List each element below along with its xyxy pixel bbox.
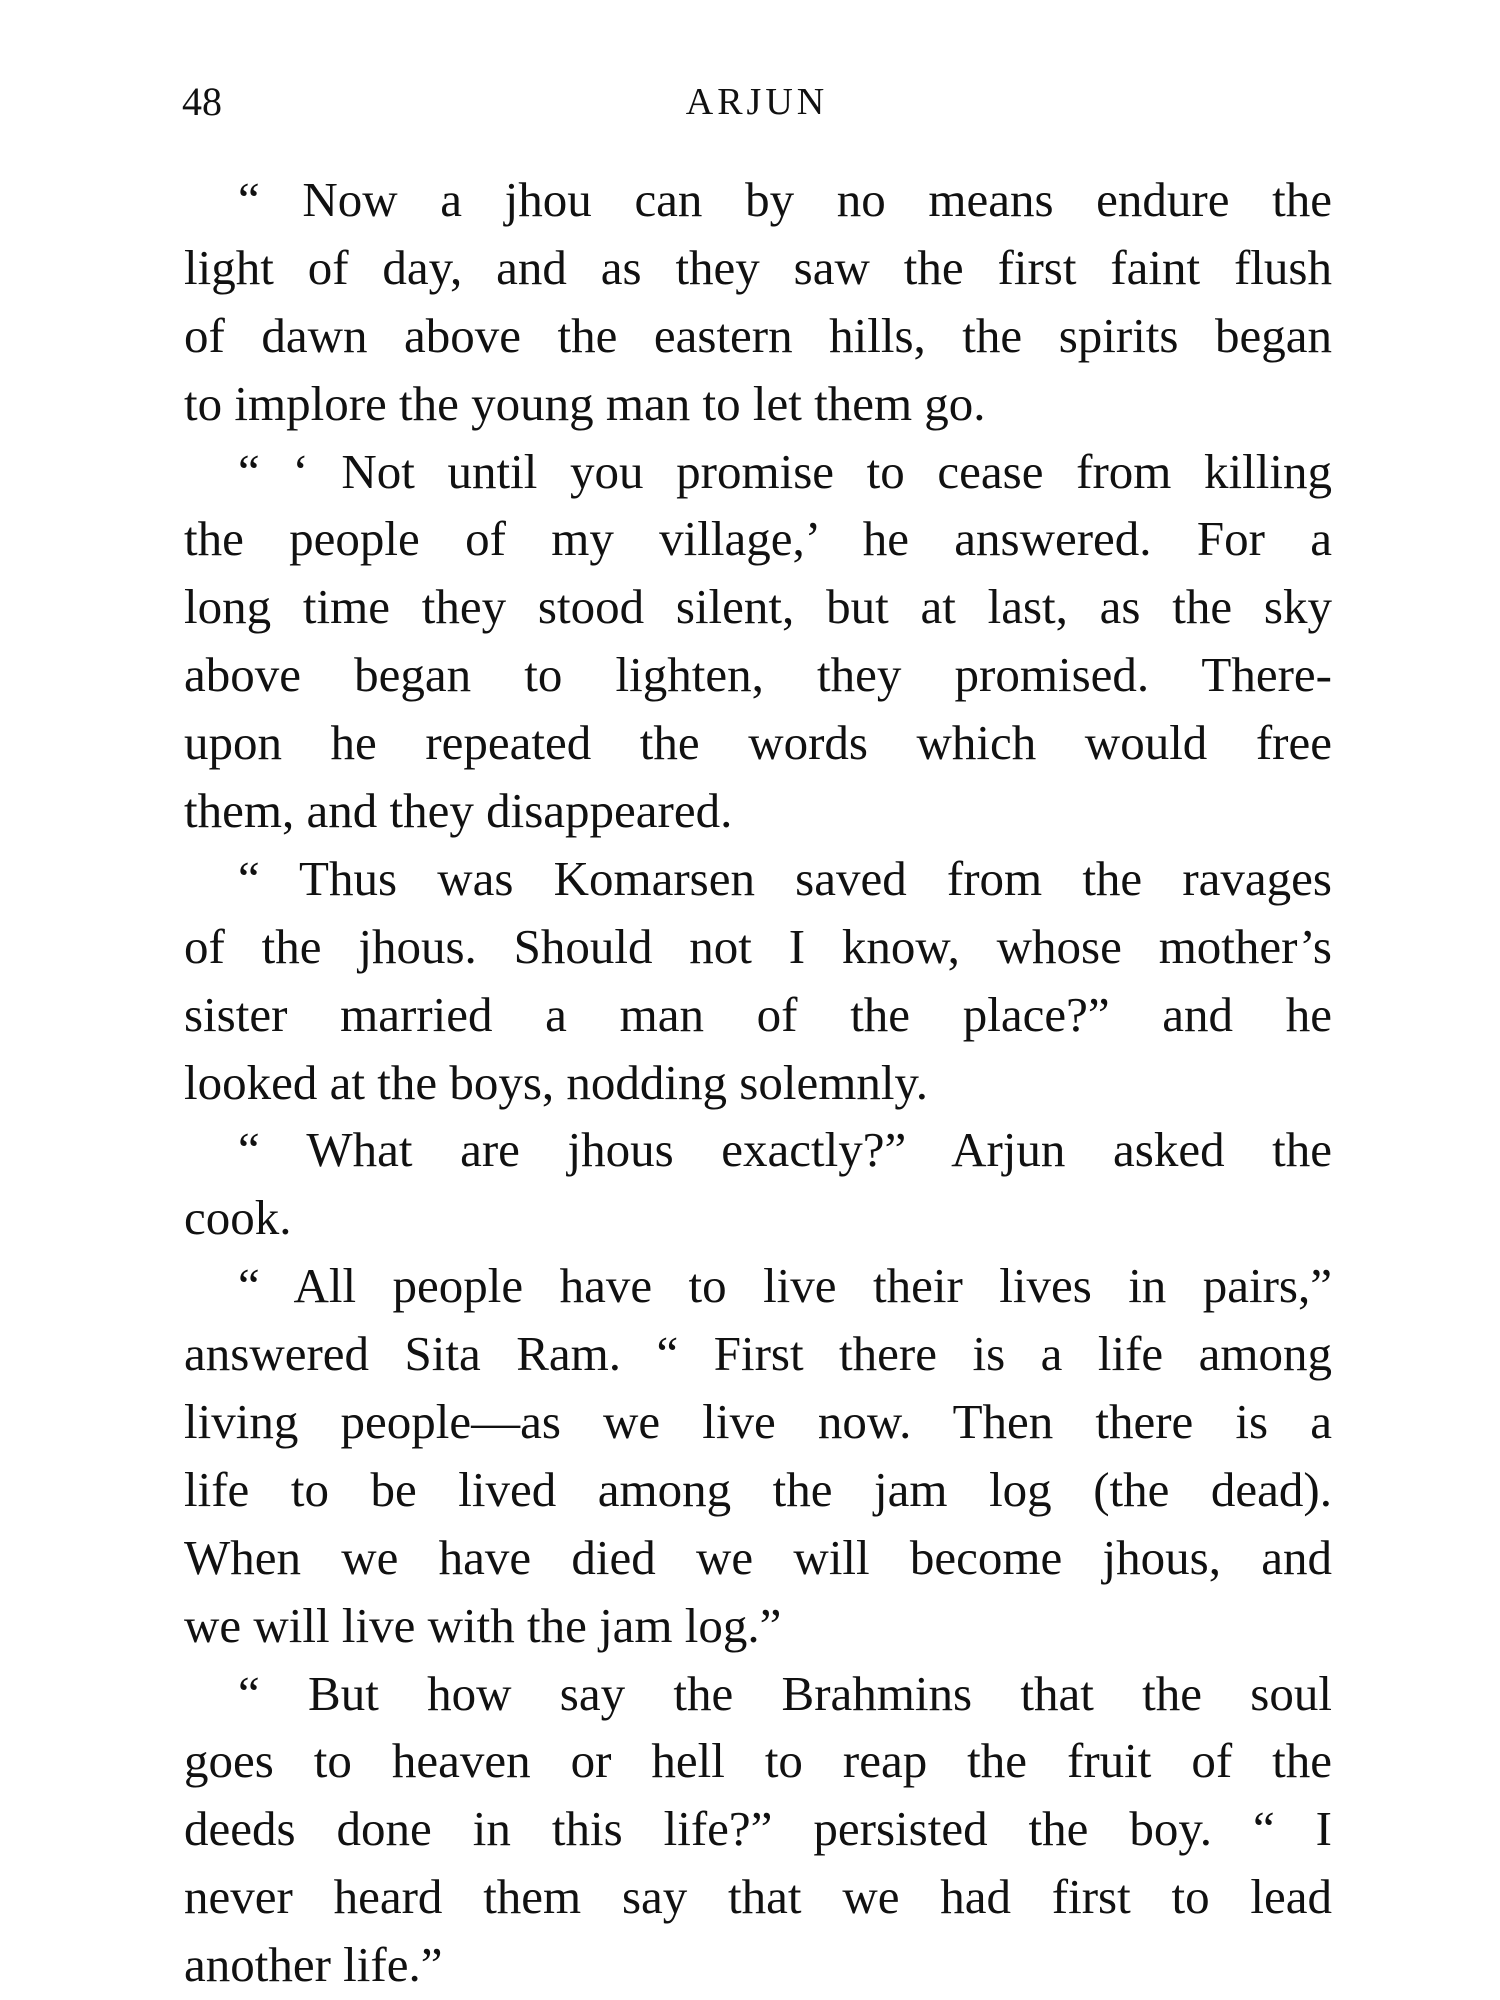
text-line: looked at the boys, nodding solemnly. — [184, 1054, 928, 1110]
text-line: “ What are jhous exactly?” Arjun asked the — [238, 1122, 1332, 1178]
text-line: of dawn above the eastern hills, the spirits began — [184, 307, 1332, 363]
page-number: 48 — [182, 79, 222, 124]
text-line: “ Now a jhou can by no means endure the — [238, 172, 1332, 227]
text-line: never heard them say that we had first to lead — [184, 1869, 1332, 1925]
text-line: above began to lighten, they promised. There- — [184, 647, 1332, 703]
paragraph — [184, 1116, 1332, 1252]
text-line: When we have died we will become jhous, and — [184, 1529, 1332, 1585]
text-line: living people—as we live now. Then there is a — [184, 1394, 1332, 1450]
text-line: another life.” — [184, 1937, 443, 1993]
paragraph — [184, 1660, 1332, 1999]
text-line: we will live with the jam log.” — [184, 1597, 782, 1653]
text-line: upon he repeated the words which would free — [184, 715, 1332, 771]
paragraph — [184, 438, 1332, 845]
text-line: of the jhous. Should not I know, whose mother’s — [184, 918, 1332, 974]
text-line: answered Sita Ram. “ First there is a life among — [184, 1326, 1332, 1382]
text-line: the people of my village,’ he answered. For a — [184, 511, 1332, 567]
text-line: goes to heaven or hell to reap the fruit of the — [184, 1733, 1332, 1789]
text-line: to implore the young man to let them go. — [184, 375, 986, 431]
body-text — [184, 166, 1332, 1999]
text-line: “ But how say the Brahmins that the soul — [238, 1665, 1332, 1721]
running-head — [182, 72, 1332, 132]
text-line: cook. — [184, 1190, 292, 1246]
text-line: deeds done in this life?” persisted the boy. “ I — [184, 1801, 1332, 1857]
text-line: “ ‘ Not until you promise to cease from killing — [238, 443, 1332, 499]
text-line: “ All people have to live their lives in pairs,” — [238, 1258, 1332, 1314]
text-line: life to be lived among the jam log (the dead). — [184, 1461, 1332, 1517]
text-line: them, and they disappeared. — [184, 783, 733, 839]
text-line: sister married a man of the place?” and he — [184, 986, 1332, 1042]
running-title: ARJUN — [685, 81, 829, 123]
paragraph — [184, 845, 1332, 1117]
text-line: light of day, and as they saw the first faint flush — [184, 239, 1332, 295]
text-line: long time they stood silent, but at last, as the sky — [184, 579, 1332, 635]
paragraph — [184, 1252, 1332, 1659]
text-line: “ Thus was Komarsen saved from the ravages — [238, 850, 1332, 906]
paragraph — [184, 166, 1332, 438]
